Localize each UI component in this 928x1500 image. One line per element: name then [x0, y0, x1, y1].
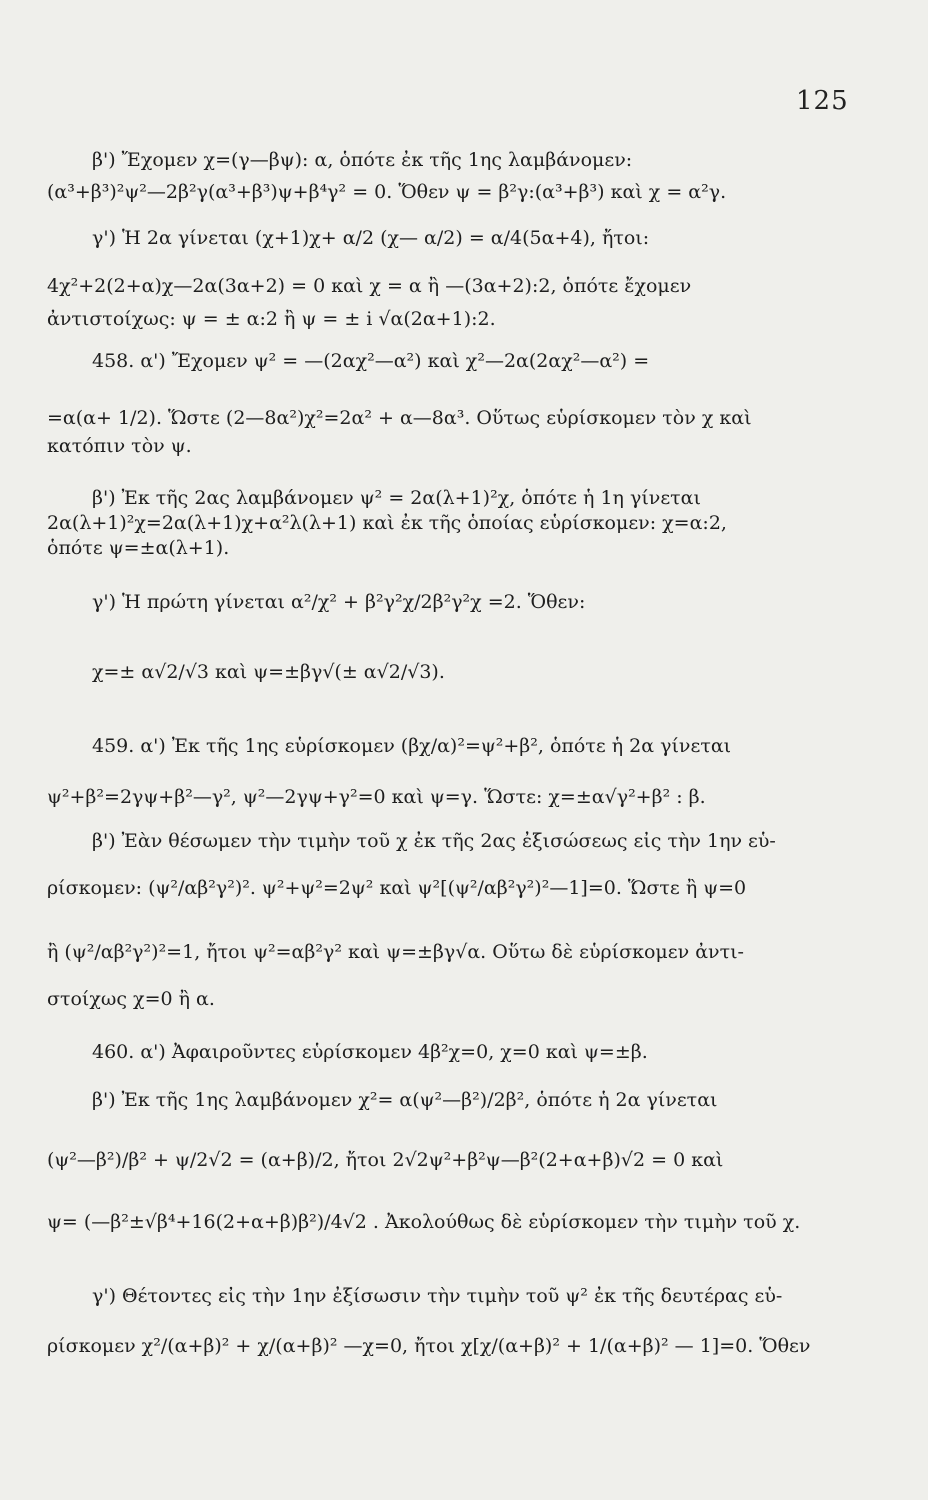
page-number: 125	[796, 86, 849, 116]
text-line: χ=± α√2/√3 καὶ ψ=±βγ√(± α√2/√3).	[92, 661, 445, 683]
text-line: (α³+β³)²ψ²—2β²γ(α³+β³)ψ+β⁴γ² = 0. Ὅθεν ψ = β²γ:(α³+β³) καὶ χ = α²γ.	[47, 181, 727, 203]
exercise-458-line: 458. α') Ἔχομεν ψ² = —(2αχ²—α²) καὶ χ²—2α(2αχ²—α²) =	[92, 350, 650, 372]
exercise-459-line: 459. α') Ἐκ τῆς 1ης εὑρίσκομεν (βχ/α)²=ψ²+β², ὁπότε ἡ 2α γίνεται	[92, 735, 732, 757]
text-line: β') Ἐκ τῆς 2ας λαμβάνομεν ψ² = 2α(λ+1)²χ, ὁπότε ἡ 1η γίνεται	[92, 487, 701, 509]
text-line: γ') Ἡ 2α γίνεται (χ+1)χ+ α/2 (χ— α/2) = α/4(5α+4), ἤτοι:	[92, 227, 650, 249]
text-line: γ') Ἡ πρώτη γίνεται α²/χ² + β²γ²χ/2β²γ²χ =2. Ὅθεν:	[92, 591, 586, 613]
text-line: ὁπότε ψ=±α(λ+1).	[47, 537, 230, 559]
text-line: β') Ἐὰν θέσωμεν τὴν τιμὴν τοῦ χ ἐκ τῆς 2ας ἐξισώσεως εἰς τὴν 1ην εὑ-	[92, 830, 776, 852]
text-line: ἢ (ψ²/αβ²γ²)²=1, ἤτοι ψ²=αβ²γ² καὶ ψ=±βγ√α. Οὕτω δὲ εὑρίσκομεν ἀντι-	[47, 941, 744, 963]
text-line: ρίσκομεν χ²/(α+β)² + χ/(α+β)² —χ=0, ἤτοι χ[χ/(α+β)² + 1/(α+β)² — 1]=0. Ὅθεν	[47, 1335, 811, 1357]
text-line: στοίχως χ=0 ἢ α.	[47, 988, 215, 1010]
exercise-460-line: 460. α') Ἀφαιροῦντες εὑρίσκομεν 4β²χ=0, χ=0 καὶ ψ=±β.	[92, 1041, 648, 1063]
text-line: ψ= (—β²±√β⁴+16(2+α+β)β²)/4√2 . Ἀκολούθως δὲ εὑρίσκομεν τὴν τιμὴν τοῦ χ.	[47, 1211, 801, 1233]
text-line: (ψ²—β²)/β² + ψ/2√2 = (α+β)/2, ἤτοι 2√2ψ²+β²ψ—β²(2+α+β)√2 = 0 καὶ	[47, 1149, 724, 1171]
text-line: ἀντιστοίχως: ψ = ± α:2 ἢ ψ = ± i √α(2α+1):2.	[47, 308, 496, 330]
text-line: κατόπιν τὸν ψ.	[47, 435, 192, 457]
text-line: 4χ²+2(2+α)χ—2α(3α+2) = 0 καὶ χ = α ἢ —(3α+2):2, ὁπότε ἔχομεν	[47, 275, 692, 297]
text-line: ψ²+β²=2γψ+β²—γ², ψ²—2γψ+γ²=0 καὶ ψ=γ. Ὥστε: χ=±α√γ²+β² : β.	[47, 786, 706, 808]
text-line: 2α(λ+1)²χ=2α(λ+1)χ+α²λ(λ+1) καὶ ἐκ τῆς ὁποίας εὑρίσκομεν: χ=α:2,	[47, 512, 727, 534]
text-line: ρίσκομεν: (ψ²/αβ²γ²)². ψ²+ψ²=2ψ² καὶ ψ²[(ψ²/αβ²γ²)²—1]=0. Ὥστε ἢ ψ=0	[47, 877, 747, 899]
text-line: β') Ἐκ τῆς 1ης λαμβάνομεν χ²= α(ψ²—β²)/2β², ὁπότε ἡ 2α γίνεται	[92, 1089, 718, 1111]
text-line: =α(α+ 1/2). Ὥστε (2—8α²)χ²=2α² + α—8α³. Οὕτως εὑρίσκομεν τὸν χ καὶ	[47, 407, 752, 429]
text-line: γ') Θέτοντες εἰς τὴν 1ην ἐξίσωσιν τὴν τιμὴν τοῦ ψ² ἐκ τῆς δευτέρας εὑ-	[92, 1285, 783, 1307]
text-line: β') Ἔχομεν χ=(γ—βψ): α, ὁπότε ἐκ τῆς 1ης λαμβάνομεν:	[92, 149, 633, 171]
